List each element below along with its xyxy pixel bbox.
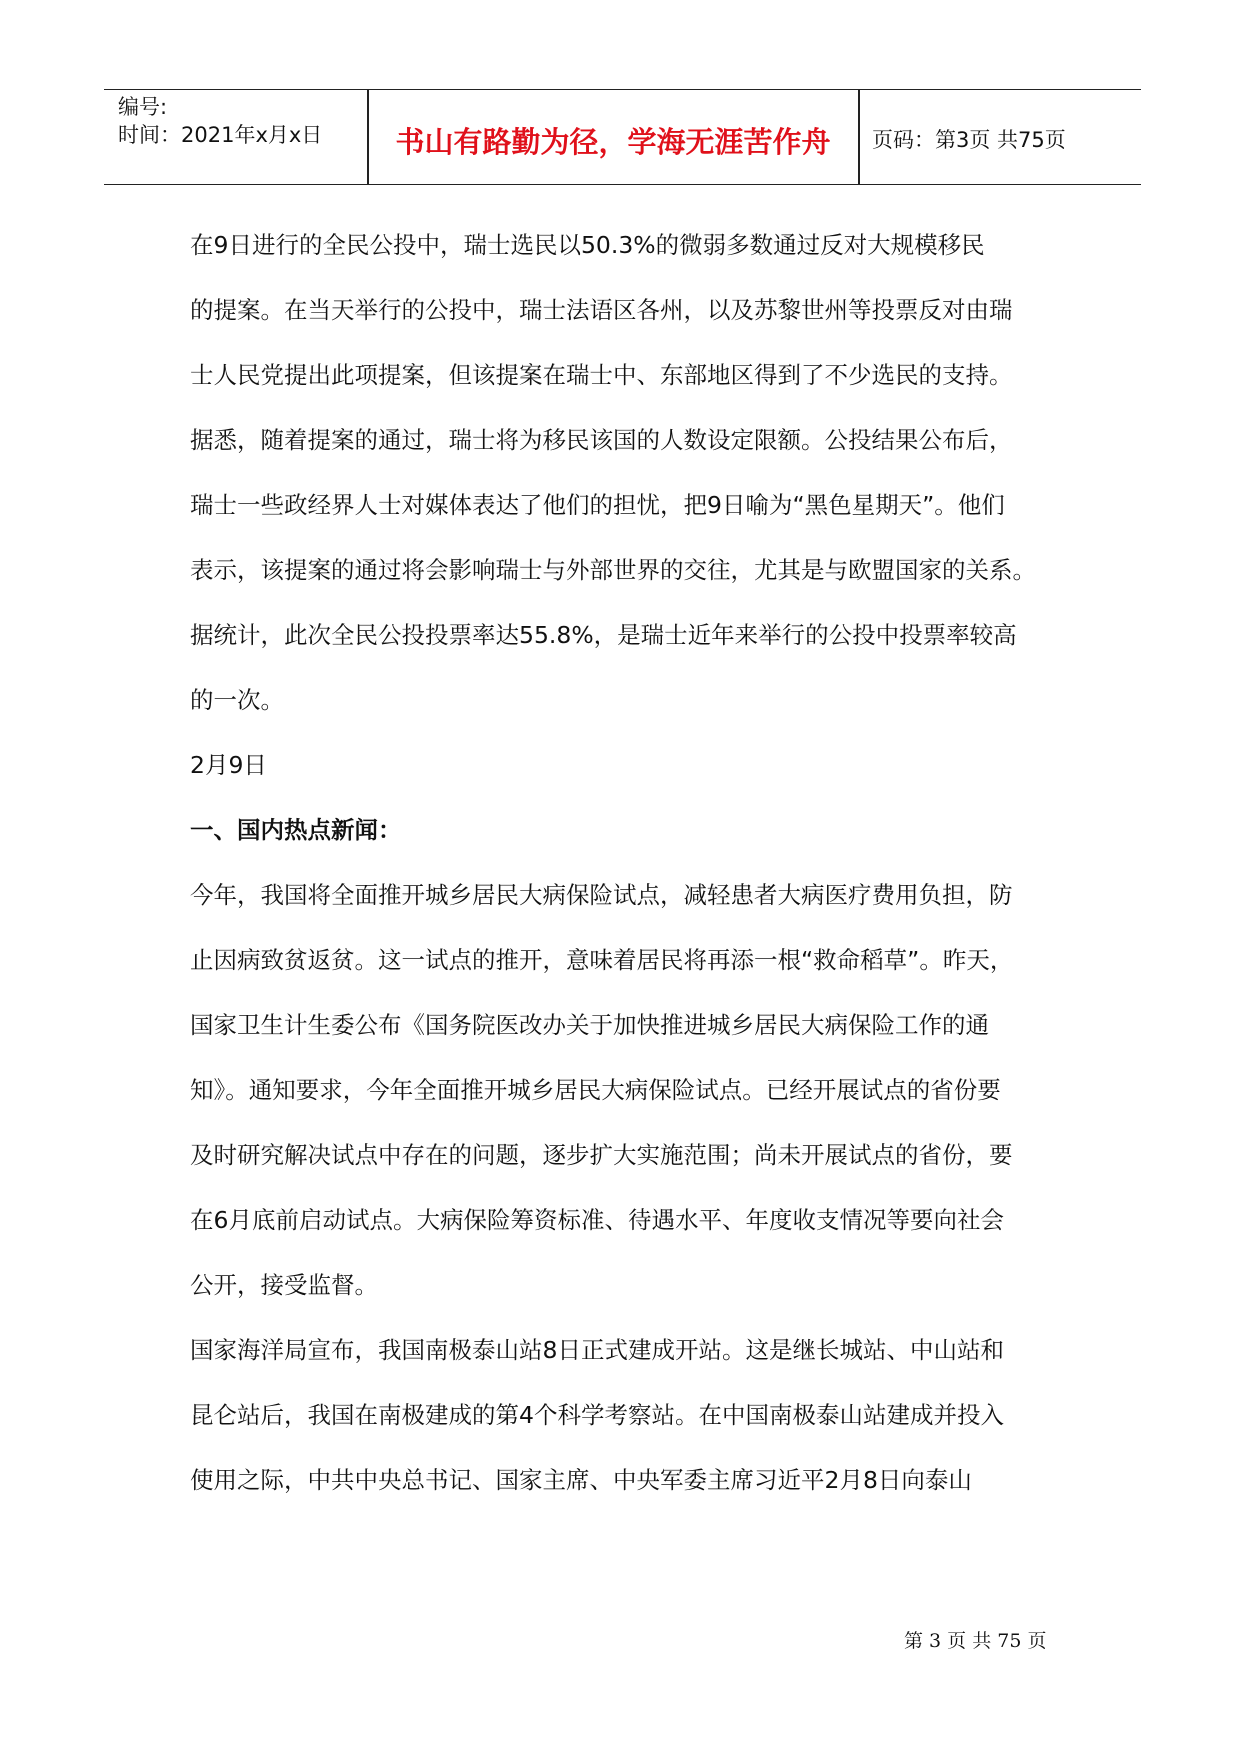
- text-line: 在6月底前启动试点。大病保险筹资标准、待遇水平、年度收支情况等要向社会: [190, 1206, 1004, 1234]
- text-line: 表示，该提案的通过将会影响瑞士与外部世界的交往，尤其是与欧盟国家的关系。: [190, 556, 1036, 584]
- page-footer: 第 3 页 共 75 页: [904, 1630, 1047, 1652]
- text-line: 昆仑站后，我国在南极建成的第4个科学考察站。在中国南极泰山站建成并投入: [190, 1401, 1004, 1429]
- text-line: 据悉，随着提案的通过，瑞士将为移民该国的人数设定限额。公投结果公布后，: [190, 426, 1013, 454]
- document-body: [190, 213, 1080, 1513]
- text-line: 士人民党提出此项提案，但该提案在瑞士中、东部地区得到了不少选民的支持。: [190, 361, 1013, 389]
- text-line: 公开，接受监督。: [190, 1271, 378, 1299]
- page-header: [104, 89, 1141, 185]
- text-line: 瑞士一些政经界人士对媒体表达了他们的担忧，把9日喻为“黑色星期天”。他们: [190, 491, 1005, 519]
- header-motto: 书山有路勤为径，学海无涯苦作舟: [395, 125, 831, 159]
- header-page-number: 页码：第3页 共75页: [872, 128, 1066, 152]
- text-line: 2月9日: [190, 751, 267, 779]
- serial-label: 编号:: [118, 95, 168, 119]
- text-line: 的一次。: [190, 686, 284, 714]
- text-line: 国家卫生计生委公布《国务院医改办关于加快推进城乡居民大病保险工作的通: [190, 1011, 989, 1039]
- header-meta: [118, 93, 322, 149]
- text-line: 知》。通知要求，今年全面推开城乡居民大病保险试点。已经开展试点的省份要: [190, 1076, 1001, 1104]
- text-line: 的提案。在当天举行的公投中，瑞士法语区各州，以及苏黎世州等投票反对由瑞: [190, 296, 1013, 324]
- header-divider: [858, 90, 860, 184]
- text-line: 在9日进行的全民公投中，瑞士选民以50.3%的微弱多数通过反对大规模移民: [190, 231, 985, 259]
- text-line: 据统计，此次全民公投投票率达55.8%，是瑞士近年来举行的公投中投票率较高: [190, 621, 1017, 649]
- text-line: 止因病致贫返贫。这一试点的推开，意味着居民将再添一根“救命稻草”。昨天，: [190, 946, 1014, 974]
- time-label: 时间：2021年x月x日: [118, 123, 323, 147]
- section-heading: 一、国内热点新闻：: [190, 816, 402, 844]
- text-line: 及时研究解决试点中存在的问题，逐步扩大实施范围；尚未开展试点的省份，要: [190, 1141, 1013, 1169]
- text-line: 使用之际，中共中央总书记、国家主席、中央军委主席习近平2月8日向泰山: [190, 1466, 972, 1494]
- text-line: 今年，我国将全面推开城乡居民大病保险试点，减轻患者大病医疗费用负担，防: [190, 881, 1013, 909]
- text-line: 国家海洋局宣布，我国南极泰山站8日正式建成开站。这是继长城站、中山站和: [190, 1336, 1004, 1364]
